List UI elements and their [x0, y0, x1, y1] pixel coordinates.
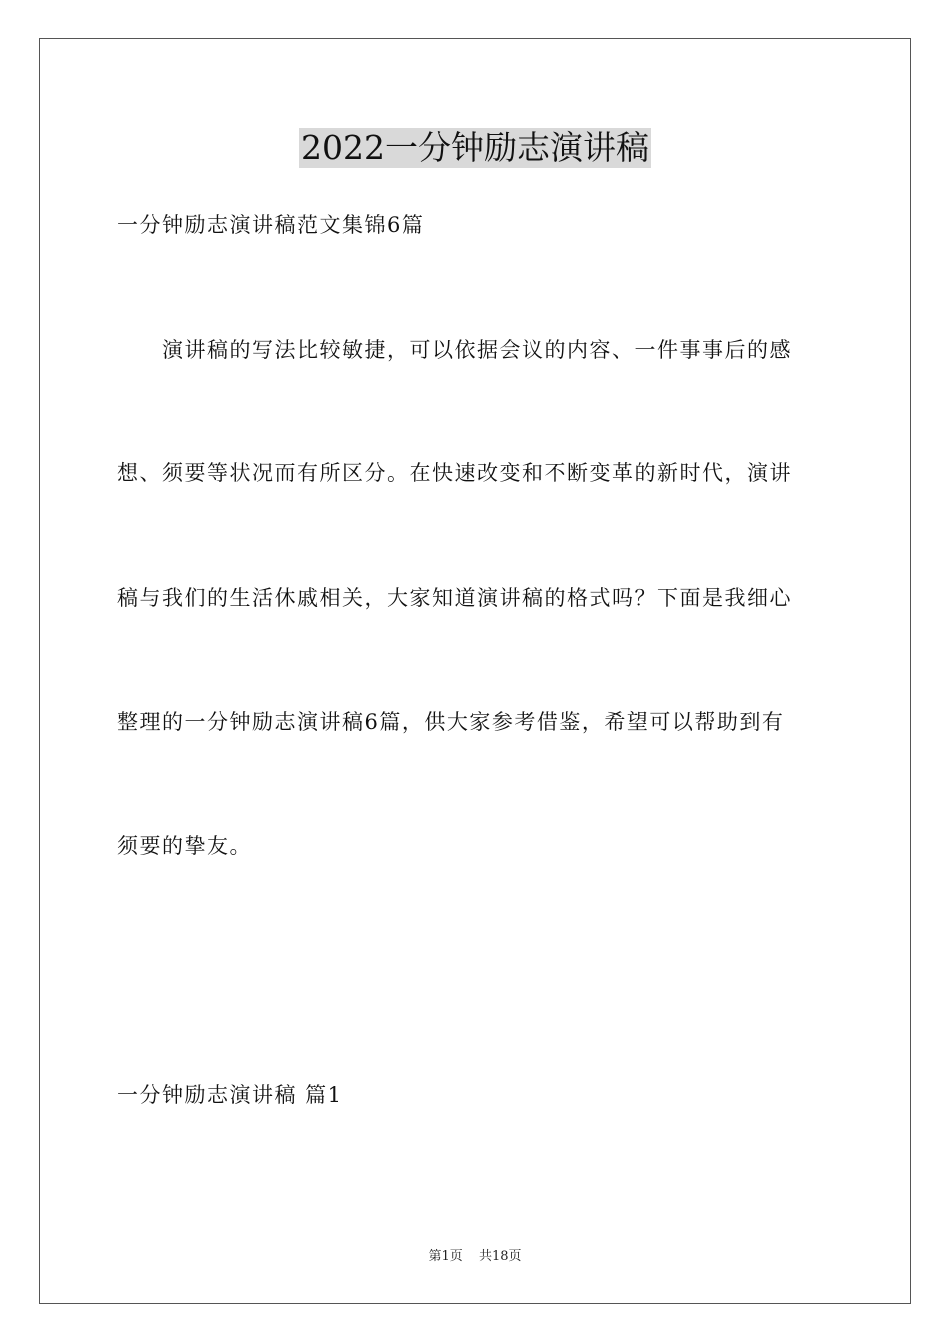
- total-pages: 共18页: [478, 1249, 522, 1264]
- paragraph-line-2: 想、须要等状况而有所区分。在快速改变和不断变革的新时代，演讲: [117, 461, 792, 485]
- document-title: 2022一分钟励志演讲稿: [301, 128, 649, 167]
- paragraph-line-4: 整理的一分钟励志演讲稿6篇，供大家参考借鉴，希望可以帮助到有: [117, 710, 785, 734]
- page-number: 第1页: [428, 1249, 463, 1264]
- title-container: [0, 128, 950, 168]
- page-footer: [0, 1248, 950, 1266]
- paragraph-line-3: 稿与我们的生活休戚相关，大家知道演讲稿的格式吗？下面是我细心: [117, 586, 792, 610]
- paragraph-line-1: 演讲稿的写法比较敏捷，可以依据会议的内容、一件事事后的感: [117, 338, 792, 362]
- section-heading: 一分钟励志演讲稿 篇1: [117, 1083, 343, 1107]
- paragraph-line-5: 须要的挚友。: [117, 834, 252, 858]
- document-subtitle: 一分钟励志演讲稿范文集锦6篇: [117, 213, 425, 237]
